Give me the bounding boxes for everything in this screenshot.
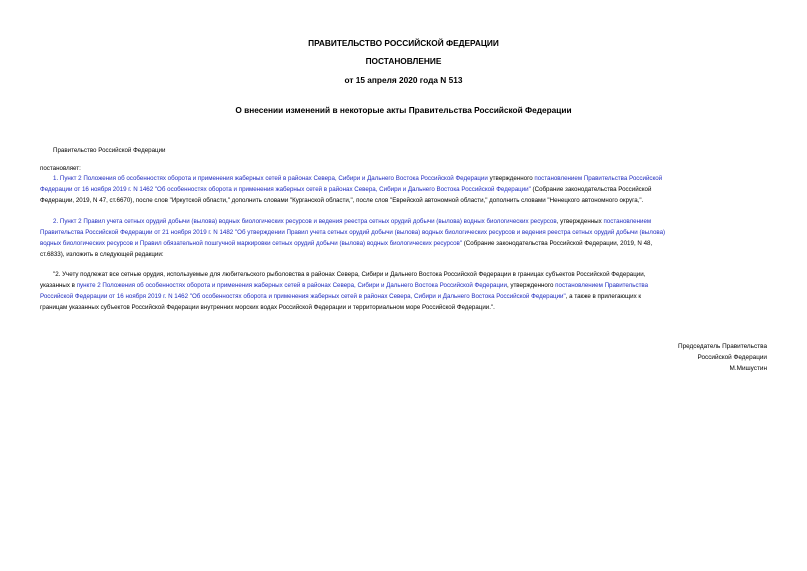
document-subject: О внесении изменений в некоторые акты Правительства Российской Федерации bbox=[235, 105, 572, 115]
link-resolution-word[interactable]: постановлением bbox=[603, 218, 652, 225]
signature-name: М.Мишустин bbox=[729, 365, 767, 372]
p1-line-1-text: утвержденного bbox=[487, 175, 535, 182]
p3-line-3-text: , а также в прилегающих к bbox=[565, 293, 642, 300]
link-resolution-gov[interactable]: постановлением Правительства bbox=[555, 282, 649, 289]
p2-line-1-text: , утвержденных bbox=[556, 218, 604, 225]
p2-line-2 bbox=[40, 227, 665, 238]
p3-line-3 bbox=[40, 291, 641, 302]
signature-title-2: Российской Федерации bbox=[697, 354, 767, 361]
link-rules-clause-2[interactable]: 2. Пункт 2 Правил учета сетных орудий добычи (вылова) водных биологических ресурсов и ведения реестра сетных орудий добычи (вылова) водных биологических ресурсов bbox=[53, 218, 557, 225]
p3-line-1: "2. Учету подлежат все сетные орудия, используемые для любительского рыболовства в районах Севера, Сибири и Дальнего Востока Российской Федерации в границах субъектов Российской Федерации, bbox=[53, 271, 646, 278]
p2-line-3 bbox=[40, 238, 652, 249]
p1-line-1 bbox=[53, 173, 662, 184]
document-date-number: от 15 апреля 2020 года N 513 bbox=[344, 75, 463, 85]
p3-line-2 bbox=[40, 280, 648, 291]
intro-government: Правительство Российской Федерации bbox=[53, 147, 166, 154]
document-type: ПОСТАНОВЛЕНИЕ bbox=[365, 56, 442, 66]
link-resolution-1462[interactable]: Федерации от 16 ноября 2019 г. N 1462 "Об особенностях оборота и применения жаберных сетей в районах Севера, Сибири и Дальнего Востока Российской Федерации" bbox=[40, 186, 531, 193]
p2-line-3-text: (Собрание законодательства Российской Федерации, 2019, N 48, bbox=[462, 240, 653, 247]
intro-decrees: постановляет: bbox=[40, 165, 81, 172]
link-resolution-1462-ref[interactable]: Российской Федерации от 16 ноября 2019 г. N 1462 "Об особенностях оборота и применения жаберных сетей в районах Севера, Сибири и Дальнего Востока Российской Федерации" bbox=[40, 293, 566, 300]
link-regulation-clause-2[interactable]: 1. Пункт 2 Положения об особенностях оборота и применения жаберных сетей в районах Севера, Сибири и Дальнего Востока Российской Федерации bbox=[53, 175, 488, 182]
p2-line-4: ст.6833), изложить в следующей редакции: bbox=[40, 251, 164, 258]
p1-line-2 bbox=[40, 184, 651, 195]
link-resolution-1482-cont[interactable]: водных биологических ресурсов и Правил обязательной пошгучной маркировки сетных орудий добычи (вылова) водных биологических ресурсов" bbox=[40, 240, 463, 247]
p3-line-2-text: указанных в bbox=[40, 282, 77, 289]
p3-line-2-text2: , утвержденного bbox=[506, 282, 556, 289]
p1-line-2-text: (Собрание законодательства Российской bbox=[530, 186, 652, 193]
signature-title-1: Председатель Правительства bbox=[678, 343, 767, 350]
p3-line-4: границам указанных субъектов Российской Федерации внутренних морских водах Российской Федерации и территориальном море Российской Федерации.". bbox=[40, 304, 495, 311]
issuing-authority: ПРАВИТЕЛЬСТВО РОССИЙСКОЙ ФЕДЕРАЦИИ bbox=[308, 38, 499, 48]
p2-line-1 bbox=[53, 216, 651, 227]
p1-line-3: Федерации, 2019, N 47, ст.6670), после слов "Иркутской области," дополнить словами "Курганской области,", после слов "Еврейской автономной области," дополнить словами "Ненецкого автономного округа,". bbox=[40, 197, 644, 204]
link-regulation-clause-2-ref[interactable]: пункте 2 Положения об особенностях оборота и применения жаберных сетей в районах Севера, Сибири и Дальнего Востока Российской Федерации bbox=[76, 282, 507, 289]
link-resolution-1482[interactable]: Правительства Российской Федерации от 21 ноября 2019 г. N 1482 "Об утверждении Правил учета сетных орудий добычи (вылова) водных биологических ресурсов и ведения реестра сетных орудий добычи (вылова) bbox=[40, 229, 666, 236]
link-resolution[interactable]: постановлением Правительства Российской bbox=[534, 175, 663, 182]
